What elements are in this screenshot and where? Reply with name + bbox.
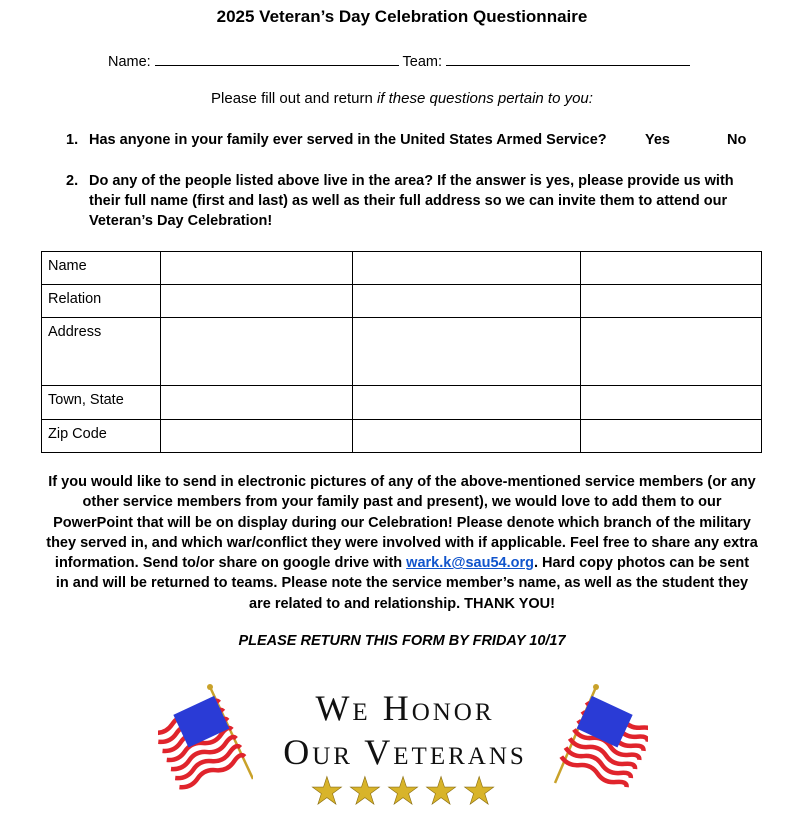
row-label: Name <box>42 252 161 285</box>
table-row <box>42 252 762 285</box>
paragraph-line <box>30 553 774 573</box>
team-label: Team: <box>402 54 443 70</box>
stars-icon: ★★★★★ <box>309 771 501 813</box>
question-text: Has anyone in your family ever served in the United States Armed Service? <box>89 132 607 148</box>
name-blank[interactable] <box>155 51 399 66</box>
table-cell[interactable] <box>581 420 762 453</box>
question-number: 2. <box>66 173 79 189</box>
question-number: 1. <box>66 132 79 148</box>
table-cell[interactable] <box>160 252 352 285</box>
banner-line-1: We Honor <box>315 688 495 728</box>
table-cell[interactable] <box>160 318 352 386</box>
paragraph-text: information. Send to/or share on google drive with <box>54 555 407 572</box>
table-cell[interactable] <box>581 386 762 420</box>
team-blank[interactable] <box>446 51 690 66</box>
row-label: Relation <box>42 285 161 318</box>
instructions <box>0 90 804 107</box>
table-cell[interactable] <box>352 252 581 285</box>
flag-right-icon <box>553 683 648 813</box>
table-cell[interactable] <box>160 386 352 420</box>
instructions-text: Please fill out and return <box>211 90 377 107</box>
page-title: 2025 Veteran’s Day Celebration Questionnaire <box>216 7 588 26</box>
family-info-table <box>41 251 762 453</box>
paragraph-line: PowerPoint that will be on display during our Celebration! Please denote which branch of the military <box>53 514 751 531</box>
name-label: Name: <box>108 54 151 70</box>
photo-request-paragraph <box>30 472 774 614</box>
no-option[interactable]: No <box>727 132 747 148</box>
row-label: Address <box>42 318 161 386</box>
table-row <box>42 318 762 386</box>
table-cell[interactable] <box>352 318 581 386</box>
paragraph-text: . Hard copy photos can be sent <box>533 555 750 572</box>
question-text: Veteran’s Day Celebration! <box>89 213 273 229</box>
return-notice: PLEASE RETURN THIS FORM BY FRIDAY 10/17 <box>238 633 566 649</box>
question-text: Do any of the people listed above live in the area? If the answer is yes, please provide us with <box>89 173 734 189</box>
table-row <box>42 420 762 453</box>
table-cell[interactable] <box>160 285 352 318</box>
paragraph-line: If you would like to send in electronic pictures of any of the above-mentioned service members (or any <box>48 474 756 490</box>
row-label: Zip Code <box>42 420 161 453</box>
paragraph-line: in and will be returned to teams. Please note the service member’s name, as well as the student they <box>55 575 749 592</box>
table-cell[interactable] <box>581 318 762 386</box>
question-2 <box>66 171 766 229</box>
paragraph-line: are related to and relationship. THANK YOU! <box>249 595 555 612</box>
instructions-italic: if these questions pertain to you: <box>376 90 593 107</box>
banner-line-2: Our Veterans <box>283 732 527 772</box>
table-row <box>42 386 762 420</box>
yes-option[interactable]: Yes <box>645 132 670 148</box>
name-team-line <box>108 51 690 70</box>
email-link[interactable]: wark.k@sau54.org <box>406 555 534 572</box>
table-cell[interactable] <box>581 285 762 318</box>
paragraph-line: they served in, and which war/conflict they were involved with if applicable. Feel free to share any extra <box>46 534 758 551</box>
table-cell[interactable] <box>160 420 352 453</box>
question-text: their full name (first and last) as well as their full address so we can invite them to attend our <box>89 193 728 209</box>
table-cell[interactable] <box>352 386 581 420</box>
flag-left-icon <box>158 683 253 813</box>
table-cell[interactable] <box>352 420 581 453</box>
we-honor-banner <box>250 686 560 813</box>
paragraph-line: other service members from your family past and present), we would love to add them to our <box>82 494 722 511</box>
table-cell[interactable] <box>581 252 762 285</box>
table-row <box>42 285 762 318</box>
question-1 <box>66 130 747 150</box>
table-cell[interactable] <box>352 285 581 318</box>
row-label: Town, State <box>42 386 161 420</box>
